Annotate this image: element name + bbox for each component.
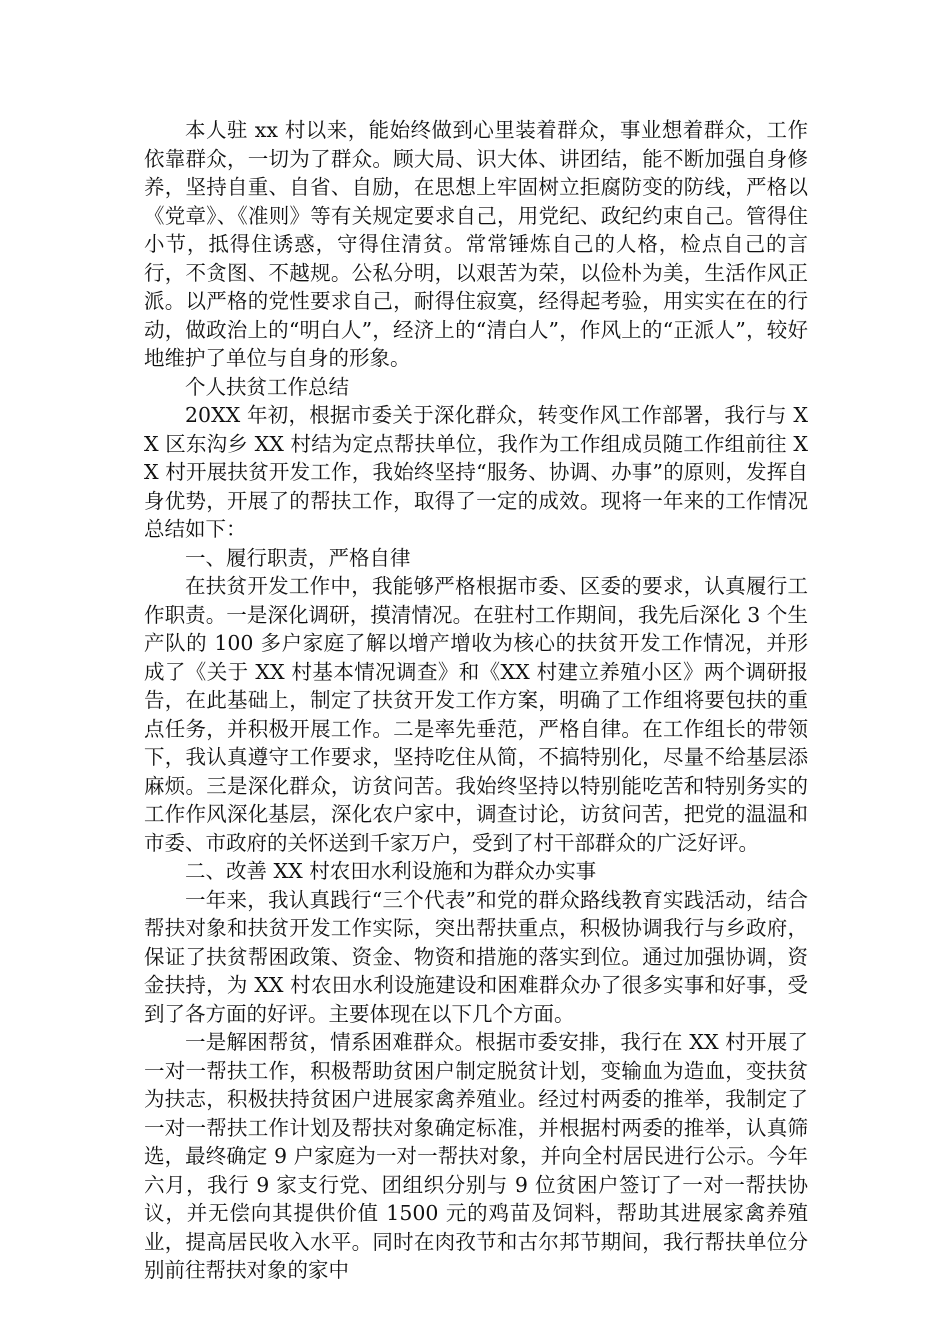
document-page xyxy=(144,116,808,1285)
section-heading-2: 二、改善 XX 村农田水利设施和为群众办实事 xyxy=(185,859,597,883)
section-heading-1: 一、履行职责，严格自律 xyxy=(185,545,411,570)
document-title: 个人扶贫工作总结 xyxy=(185,374,349,399)
paragraph-section-2-point-1: 一是解困帮贫，情系困难群众。根据市委安排，我行在 XX 村开展了一对一帮扶工作，积极帮助贫困户制定脱贫计划，变输血为造血，变扶贫为扶志，积极扶持贫困户进展家禽养殖业。经过村两委的推举，我制定了一对一帮扶工作计划及帮扶对象确定标准，并根据村两委的推举，认真筛选，最终确定 9 户家庭为一对一帮扶对象，并向全村居民进行公示。今年六月，我行 9 家支行党、团组织分别与 9 位贫困户签订了一对一帮扶协议，并无偿向其提供价值 1500 元的鸡苗及饲料，帮助其进展家禽养殖业，提高居民收入水平。同时在肉孜节和古尔邦节期间，我行帮扶单位分别前往帮扶对象的家中 xyxy=(144,1030,808,1282)
paragraph-self-discipline: 本人驻 xx 村以来，能始终做到心里装着群众，事业想着群众，工作依靠群众，一切为了群众。顾大局、识大体、讲团结，能不断加强自身修养，坚持自重、自省、自励，在思想上牢固树立拒腐防变的防线，严格以《党章》、《准则》等有关规定要求自己，用党纪、政纪约束自己。管得住小节，抵得住诱惑，守得住清贫。常常锤炼自己的人格，检点自己的言行，不贪图、不越规。公私分明，以艰苦为荣，以俭朴为美，生活作风正派。以严格的党性要求自己，耐得住寂寞，经得起考验，用实实在在的行动，做政治上的“明白人”，经济上的“清白人”，作风上的“正派人”，较好地维护了单位与自身的形象。 xyxy=(144,118,808,370)
paragraph-section-1: 在扶贫开发工作中，我能够严格根据市委、区委的要求，认真履行工作职责。一是深化调研，摸清情况。在驻村工作期间，我先后深化 3 个生产队的 100 多户家庭了解以增产增收为核心的扶贫开发工作情况，并形成了《关于 XX 村基本情况调查》和《XX 村建立养殖小区》两个调研报告，在此基础上，制定了扶贫开发工作方案，明确了工作组将要包扶的重点任务，并积极开展工作。二是率先垂范，严格自律。在工作组长的带领下，我认真遵守工作要求，坚持吃住从简，不搞特别化，尽量不给基层添麻烦。三是深化群众，访贫问苦。我始终坚持以特别能吃苦和特别务实的工作作风深化基层，深化农户家中，调查讨论，访贫问苦，把党的温温和市委、市政府的关怀送到千家万户，受到了村干部群众的广泛好评。 xyxy=(144,574,808,855)
paragraph-intro: 20XX 年初，根据市委关于深化群众，转变作风工作部署，我行与 XX 区东沟乡 XX 村结为定点帮扶单位，我作为工作组成员随工作组前往 XX 村开展扶贫开发工作，我始终坚持“服务、协调、办事”的原则，发挥自身优势，开展了的帮扶工作，取得了一定的成效。现将一年来的工作情况总结如下： xyxy=(144,403,808,541)
paragraph-section-2: 一年来，我认真践行“三个代表”和党的群众路线教育实践活动，结合帮扶对象和扶贫开发工作实际，突出帮扶重点，积极协调我行与乡政府，保证了扶贫帮困政策、资金、物资和措施的落实到位。通过加强协调，资金扶持，为 XX 村农田水利设施建设和困难群众办了很多实事和好事，受到了各方面的好评。主要体现在以下几个方面。 xyxy=(144,887,808,1026)
